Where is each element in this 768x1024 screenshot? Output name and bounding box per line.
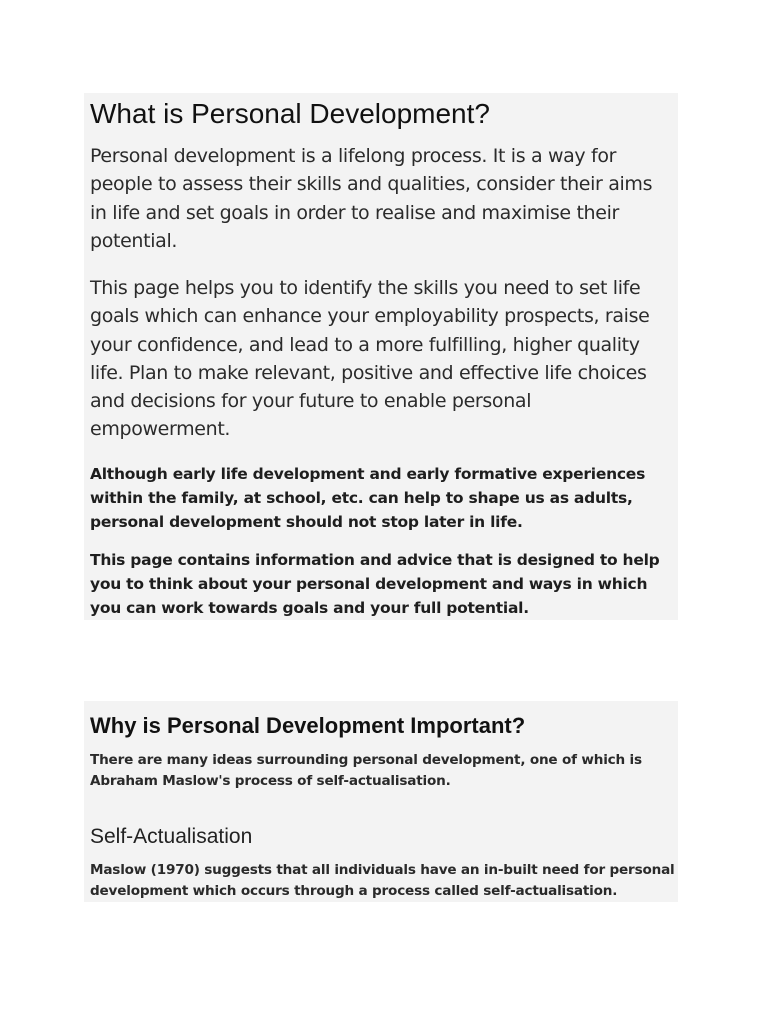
section-title: Why is Personal Development Important? (90, 713, 526, 738)
intro-paragraph: Personal development is a lifelong process. It is a way for people to assess their skills and qualities, consider their aims in life and set goals in order to realise and maximise their potential. (90, 145, 653, 252)
section-why-important (84, 701, 678, 902)
section-what-is-personal-development (84, 93, 678, 620)
early-life-paragraph: Although early life development and early formative experiences within the family, at school, etc. can help to shape us as adults, personal development should not stop later in life. (90, 465, 646, 531)
skills-paragraph: This page helps you to identify the skills you need to set life goals which can enhance your employability prospects, raise your confidence, and lead to a more fulfilling, higher quality life. Plan to make relevant, positive and effective life choices and decisions for your future to enable personal empowerment. (90, 277, 650, 441)
maslow-intro-paragraph: There are many ideas surrounding personal development, one of which is Abraham Maslow's process of self-actualisation. (90, 752, 642, 789)
page-info-paragraph: This page contains information and advice that is designed to help you to think about your personal development and ways in which you can work towards goals and your full potential. (90, 551, 660, 617)
section-title: What is Personal Development? (90, 98, 490, 129)
subsection-title: Self-Actualisation (90, 825, 253, 848)
self-actualisation-paragraph: Maslow (1970) suggests that all individuals have an in-built need for personal development which occurs through a process called self-actualisation. (90, 862, 675, 899)
